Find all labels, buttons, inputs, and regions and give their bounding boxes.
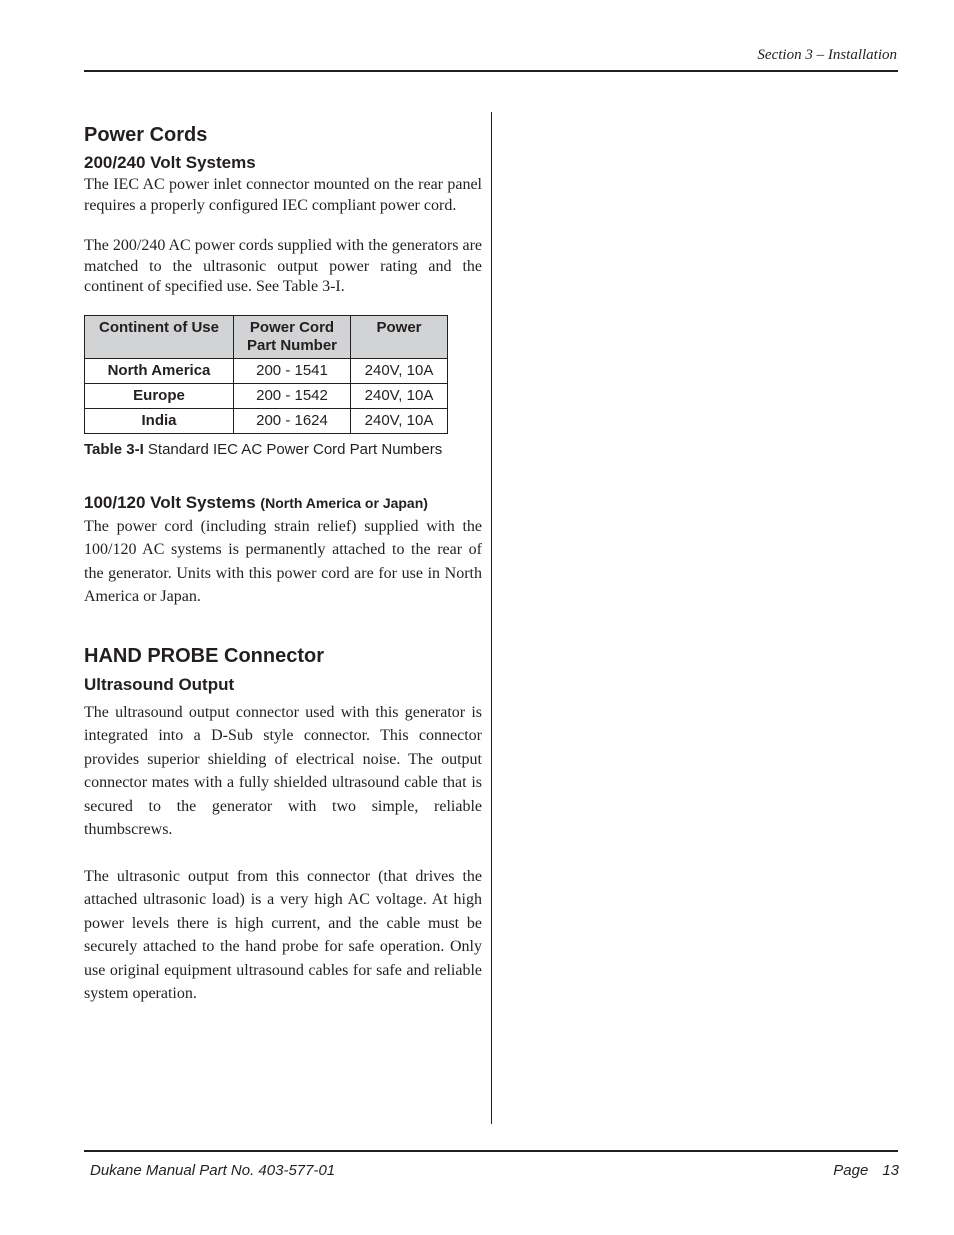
table-header-cell: Power [351,315,448,358]
power-cord-table [84,315,448,434]
running-header: Section 3 – Installation [757,47,897,63]
table-header-cell: Power Cord Part Number [234,315,351,358]
table-row [85,383,448,408]
subsection-title-100-120 [84,491,482,515]
footer-manual-number: Dukane Manual Part No. 403-577-01 [90,1162,336,1179]
subsection-title-100-120-note: (North America or Japan) [260,494,428,511]
left-column [84,120,482,1006]
table-header-row [85,315,448,358]
paragraph-iec-inlet: The IEC AC power inlet connector mounted on the rear panel requires a properly configured IEC compliant power cord. [84,176,482,214]
table-cell-continent: India [85,408,234,433]
header-rule [84,70,898,72]
section-title-hand-probe: HAND PROBE Connector [84,644,325,667]
table-cell-continent: North America [85,358,234,383]
table-cell-power: 240V, 10A [351,408,448,433]
footer-page-number: 13 [882,1162,899,1179]
table-caption-text: Standard IEC AC Power Cord Part Numbers [143,440,443,458]
column-divider [491,112,492,1124]
table-caption-label: Table 3-I [84,440,144,458]
section-title-power-cords: Power Cords [84,124,208,146]
subsection-title-200-240: 200/240 Volt Systems [84,153,256,172]
table-row [85,408,448,433]
paragraph-power-cords-supplied: The 200/240 AC power cords supplied with the generators are matched to the ultrasonic output power rating and the continent of specified use. See Table 3-I. [84,237,482,295]
table-header-cell: Continent of Use [85,315,234,358]
footer-page-label: Page [833,1162,869,1179]
table-cell-part-number: 200 - 1624 [234,408,351,433]
table-cell-part-number: 200 - 1542 [234,383,351,408]
footer-rule [84,1150,898,1152]
table-caption [84,441,482,458]
table-cell-continent: Europe [85,383,234,408]
table-cell-power: 240V, 10A [351,383,448,408]
table-row [85,358,448,383]
subsection-title-ultrasound-output: Ultrasound Output [84,674,235,694]
paragraph-100-120-cord: The power cord (including strain relief) supplied with the 100/120 AC systems is permanently attached to the rear of the generator. Units with this power cord are for use in North America or Japan. [84,517,482,605]
paragraph-ultrasonic-output-warning: The ultrasonic output from this connector (that drives the attached ultrasonic load) is a very high AC voltage. At high power levels there is high current, and the cable must be securely attached to the hand probe for safe operation. Only use original equipment ultrasound cables for safe and reliable system operation. [84,867,482,1002]
paragraph-ultrasound-connector: The ultrasound output connector used with this generator is integrated into a D-Sub style connector. This connector provides superior shielding of electrical noise. The output connector mates with a fully shielded ultrasound cable that is secured to the generator with two simple, reliable thumbscrews. [84,703,482,838]
table-cell-power: 240V, 10A [351,358,448,383]
table-cell-part-number: 200 - 1541 [234,358,351,383]
footer-page [833,1162,899,1179]
subsection-title-100-120-main: 100/120 Volt Systems [84,492,256,512]
